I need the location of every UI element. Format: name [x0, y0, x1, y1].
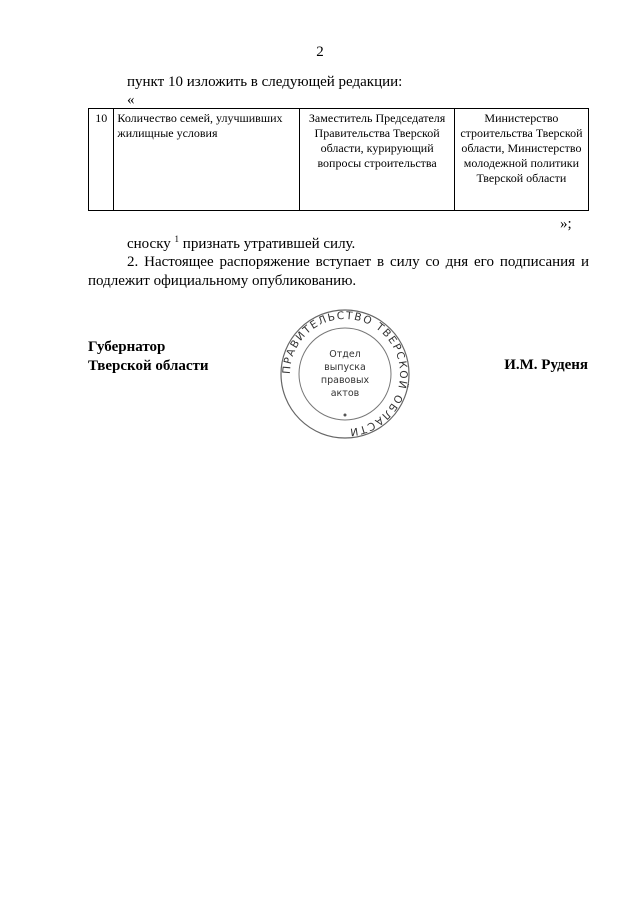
- stamp-center-line: актов: [330, 388, 360, 399]
- signatory-title-line1: Губернатор: [88, 339, 166, 355]
- footnote-after: признать утратившей силу.: [182, 236, 356, 252]
- table-row: [89, 109, 589, 211]
- quote-close: »;: [560, 216, 572, 232]
- signatory-title-line2: Тверской области: [88, 358, 209, 374]
- footnote-mark: 1: [174, 234, 180, 244]
- intro-text: пункт 10 изложить в следующей редакции:: [127, 74, 403, 90]
- stamp-center-line: правовых: [320, 375, 370, 386]
- stamp-center-line: Отдел: [329, 349, 361, 360]
- page-number: 2: [316, 44, 324, 60]
- signatory-title: [88, 338, 209, 376]
- quote-open: «: [127, 92, 135, 108]
- stamp-inner-ring: [299, 328, 391, 420]
- indicator-cell: Количество семей, улучшивших жилищные условия: [114, 109, 300, 211]
- paragraph-2: 2. Настоящее распоряжение вступает в силу со дня его подписания и подлежит официальному опубликованию.: [88, 254, 589, 289]
- signatory-name: И.М. Руденя: [504, 357, 588, 373]
- stamp-center-line: выпуска: [324, 362, 366, 373]
- row-number: 10: [89, 109, 114, 211]
- stamp-dot: [344, 414, 347, 417]
- amendment-table: [88, 108, 589, 211]
- footnote-line: [127, 234, 355, 253]
- responsible-cell: Заместитель Председателя Правительства Тверской области, курирующий вопросы строительства: [300, 109, 454, 211]
- footnote-before: сноску: [127, 236, 171, 252]
- stamp-ring-text: ПРАВИТЕЛЬСТВО ТВЕРСКОЙ ОБЛАСТИ: [280, 309, 410, 439]
- ministry-cell: Министерство строительства Тверской области, Министерство молодежной политики Тверской области: [454, 109, 588, 211]
- official-stamp: [278, 307, 412, 441]
